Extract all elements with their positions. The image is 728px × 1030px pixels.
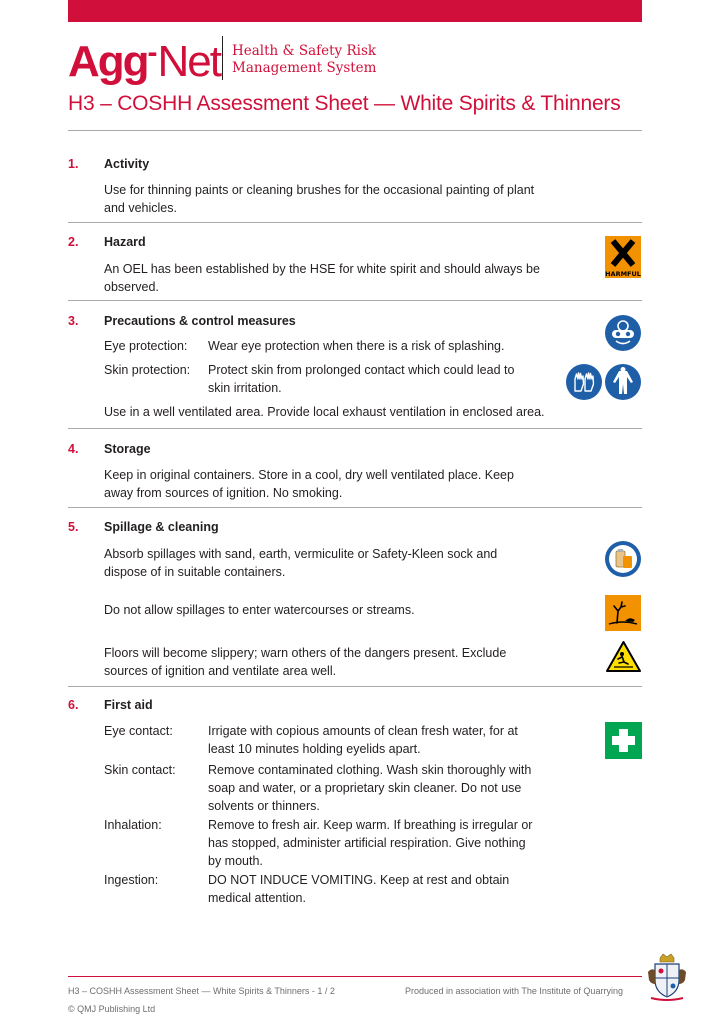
section-2-number: 2.: [68, 235, 79, 249]
logo-separator: [222, 36, 223, 80]
ingestion-label: Ingestion:: [104, 873, 159, 887]
harmful-badge-text: HARMFUL: [605, 270, 641, 278]
section-5-text-2: Do not allow spillages to enter watercourses or streams.: [104, 603, 415, 617]
slippery-floor-icon: [605, 640, 642, 674]
section-divider: [68, 686, 642, 687]
section-4-heading: Storage: [104, 442, 151, 456]
footer-association: Produced in association with The Institute of Quarrying: [405, 986, 623, 996]
footer-copyright: © QMJ Publishing Ltd: [68, 1004, 156, 1014]
eye-contact-text: Irrigate with copious amounts of clean fresh water, for at least 10 minutes holding eyelids apart.: [208, 724, 518, 756]
footer-divider: [68, 976, 642, 977]
skin-contact-text: Remove contaminated clothing. Wash skin thoroughly with soap and water, or a proprietary skin cleaner. Do not use solvents or thinners.: [208, 763, 532, 813]
section-1-text: Use for thinning paints or cleaning brushes for the occasional painting of plant and vehicles.: [104, 183, 535, 215]
section-6-heading: First aid: [104, 698, 153, 712]
skin-contact-label: Skin contact:: [104, 763, 176, 777]
section-divider: [68, 507, 642, 508]
section-3-heading: Precautions & control measures: [104, 314, 296, 328]
logo-agg: Agg: [68, 37, 148, 86]
section-divider: [68, 222, 642, 223]
section-6-number: 6.: [68, 698, 79, 712]
section-divider: [68, 300, 642, 301]
section-2-text: An OEL has been established by the HSE for white spirit and should always be observed.: [104, 262, 540, 294]
aggnet-logo: Agg-Net: [68, 36, 221, 86]
logo-net: Net: [157, 37, 221, 86]
section-4-number: 4.: [68, 442, 79, 456]
section-5-text-3: Floors will become slippery; warn others of the dangers present. Exclude sources of ignition and ventilate area well.: [104, 646, 507, 678]
section-3-number: 3.: [68, 314, 79, 328]
section-5-number: 5.: [68, 520, 79, 534]
spill-kit-icon: [605, 541, 641, 577]
eye-protection-text: Wear eye protection when there is a risk of splashing.: [208, 339, 505, 353]
section-5-heading: Spillage & cleaning: [104, 520, 219, 534]
inhalation-text: Remove to fresh air. Keep warm. If breathing is irregular or has stopped, administer artificial respiration. Give nothing by mouth.: [208, 818, 533, 868]
section-4-text: Keep in original containers. Store in a cool, dry well ventilated place. Keep away from sources of ignition. No smoking.: [104, 468, 514, 500]
top-accent-bar: [68, 0, 642, 22]
brand-tagline: Health & Safety Risk Management System: [232, 43, 377, 76]
title-divider: [68, 130, 642, 131]
eye-contact-label: Eye contact:: [104, 724, 173, 738]
gloves-icon: [566, 364, 602, 400]
harmful-x-icon: [605, 236, 641, 278]
environment-hazard-icon: [605, 595, 641, 631]
skin-protection-text: Protect skin from prolonged contact which could lead to skin irritation.: [208, 363, 515, 395]
skin-protection-label: Skin protection:: [104, 363, 191, 377]
overalls-icon: [605, 364, 641, 400]
section-5-text-1: Absorb spillages with sand, earth, vermiculite or Safety-Kleen sock and dispose of in suitable containers.: [104, 547, 498, 579]
eye-protection-icon: [605, 315, 641, 351]
first-aid-icon: [605, 722, 642, 759]
eye-protection-label: Eye protection:: [104, 339, 188, 353]
ingestion-text: DO NOT INDUCE VOMITING. Keep at rest and obtain medical attention.: [208, 873, 510, 905]
section-divider: [68, 428, 642, 429]
footer-page-info: H3 – COSHH Assessment Sheet — White Spirits & Thinners - 1 / 2: [68, 986, 335, 996]
section-1-heading: Activity: [104, 157, 150, 171]
section-1-number: 1.: [68, 157, 79, 171]
section-2-heading: Hazard: [104, 235, 146, 249]
page-title: H3 – COSHH Assessment Sheet — White Spirits & Thinners: [68, 92, 621, 115]
ventilation-text: Use in a well ventilated area. Provide local exhaust ventilation in enclosed area.: [104, 405, 545, 419]
crest-icon: [645, 950, 689, 1002]
inhalation-label: Inhalation:: [104, 818, 162, 832]
